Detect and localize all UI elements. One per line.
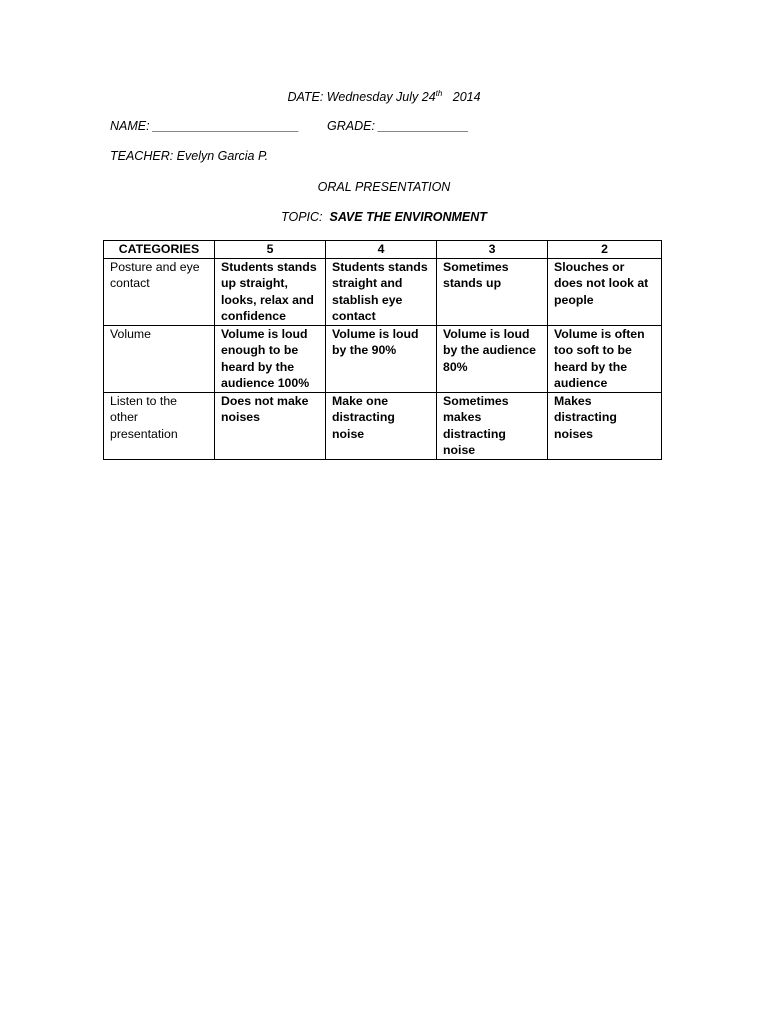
date-year: 2014 (452, 90, 481, 104)
header-score-5: 5 (215, 241, 326, 259)
row-cell: Makes distracting noises (548, 392, 662, 459)
name-field: NAME: _____________________ (110, 119, 300, 133)
row-cell: Slouches or does not look at people (548, 258, 662, 325)
grade-field: GRADE: _____________ (327, 119, 469, 133)
table-row (104, 258, 662, 325)
row-cell: Volume is loud enough to be heard by the audience 100% (215, 325, 326, 392)
row-cell: Volume is loud by the 90% (326, 325, 437, 392)
table-row (104, 392, 662, 459)
rubric-header-row (104, 241, 662, 259)
row-cell: Students stands up straight, looks, relax and confidence (215, 258, 326, 325)
date-superscript: th (435, 89, 443, 98)
header-score-4: 4 (326, 241, 437, 259)
row-cell: Does not make noises (215, 392, 326, 459)
date-label: DATE: Wednesday July 24 (287, 90, 436, 104)
row-category: Posture and eye contact (104, 258, 215, 325)
row-cell: Volume is often too soft to be heard by the audience (548, 325, 662, 392)
table-row (104, 325, 662, 392)
row-cell: Sometimes makes distracting noise (437, 392, 548, 459)
row-category: Listen to the other presentation (104, 392, 215, 459)
topic-label: TOPIC: (281, 210, 323, 224)
row-category: Volume (104, 325, 215, 392)
date-line (0, 86, 768, 105)
row-cell: Students stands straight and stablish eye contact (326, 258, 437, 325)
topic-value: SAVE THE ENVIRONMENT (329, 210, 487, 224)
teacher-line: TEACHER: Evelyn Garcia P. (110, 149, 269, 163)
rubric-table (103, 240, 662, 460)
row-cell: Make one distracting noise (326, 392, 437, 459)
row-cell: Volume is loud by the audience 80% (437, 325, 548, 392)
row-cell: Sometimes stands up (437, 258, 548, 325)
document-title: ORAL PRESENTATION (317, 180, 451, 194)
header-score-3: 3 (437, 241, 548, 259)
topic-line (0, 209, 768, 225)
header-categories: CATEGORIES (104, 241, 215, 259)
header-score-2: 2 (548, 241, 662, 259)
